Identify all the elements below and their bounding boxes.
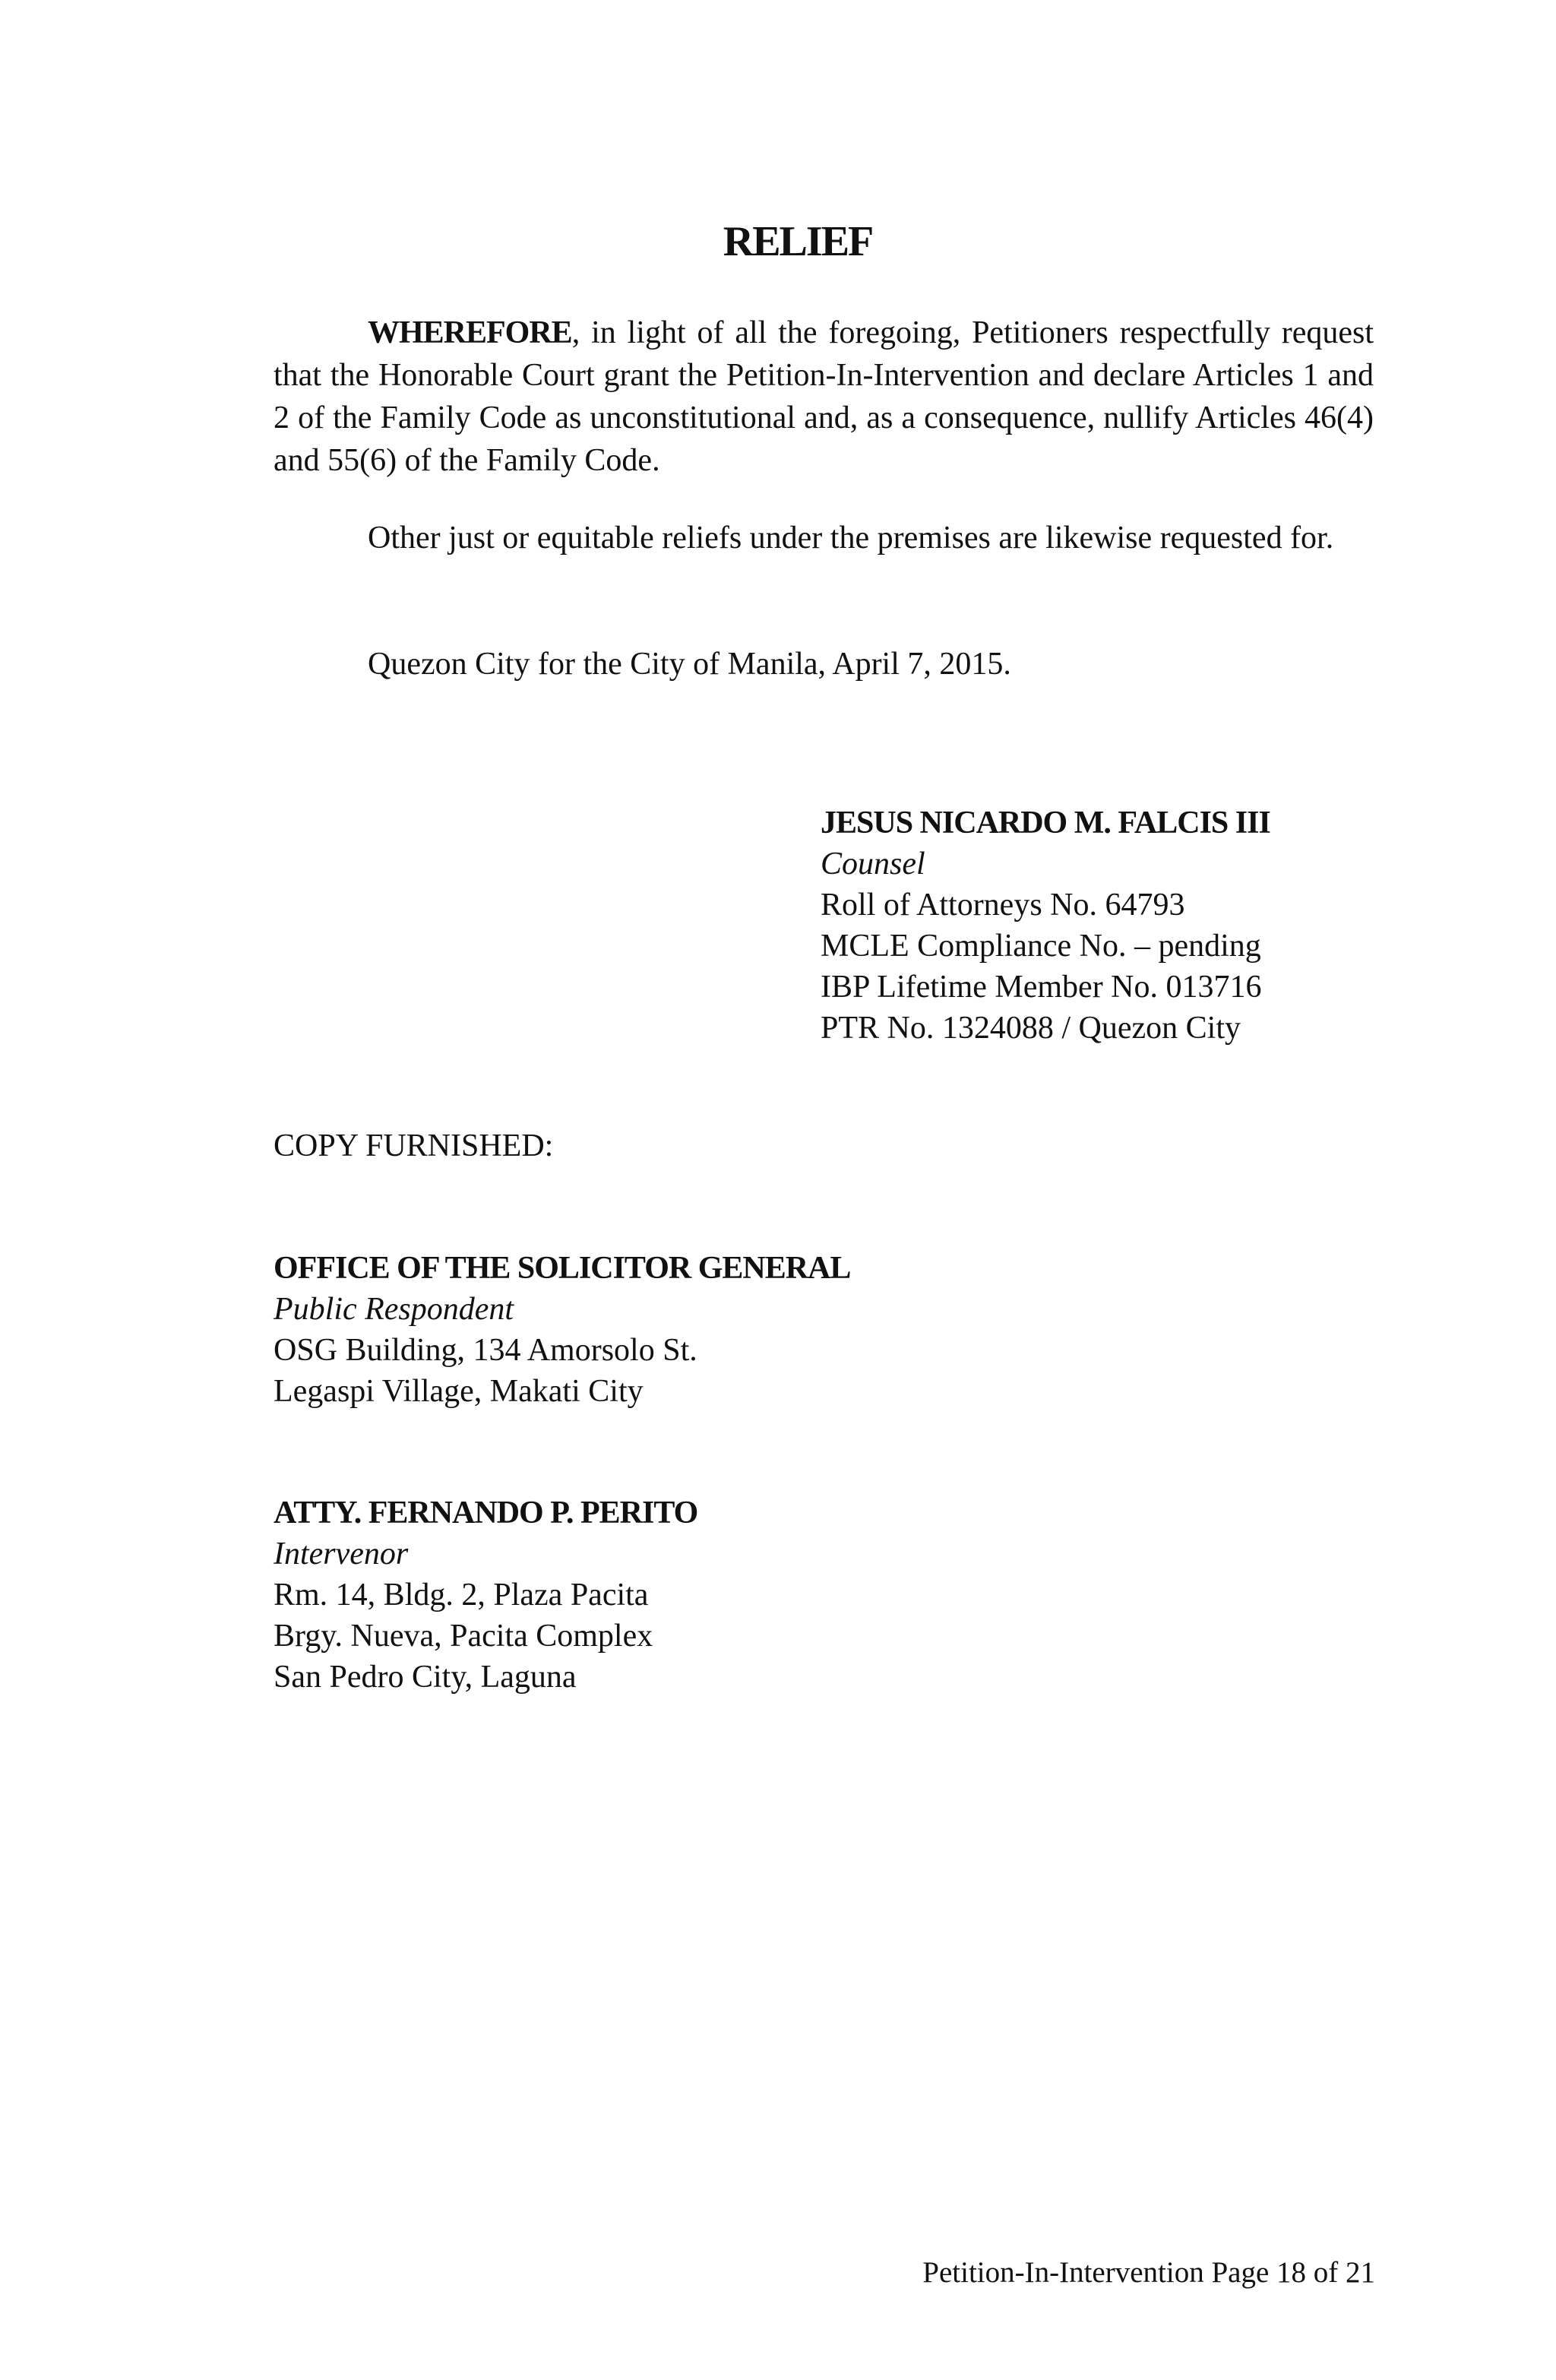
recipient-name: OFFICE OF THE SOLICITOR GENERAL xyxy=(274,1251,851,1286)
recipient-address-line: Rm. 14, Bldg. 2, Plaza Pacita xyxy=(274,1578,649,1613)
section-heading: RELIEF xyxy=(723,218,873,265)
recipient-osg xyxy=(274,1248,850,1412)
counsel-role: Counsel xyxy=(821,847,925,881)
counsel-signature-block xyxy=(821,802,1270,1049)
recipient-address-line: San Pedro City, Laguna xyxy=(274,1660,577,1695)
copy-furnished-label: COPY FURNISHED: xyxy=(274,1128,554,1163)
recipient-address-line: Legaspi Village, Makati City xyxy=(274,1374,644,1409)
recipient-intervenor xyxy=(274,1492,697,1698)
place-date-line: Quezon City for the City of Manila, April 7, 2015. xyxy=(368,647,1011,682)
counsel-mcle-number: MCLE Compliance No. – pending xyxy=(821,929,1261,964)
recipient-role: Public Respondent xyxy=(274,1292,514,1327)
wherefore-lead: WHEREFORE xyxy=(368,315,572,350)
wherefore-text: , in light of all the foregoing, Petitioners respectfully request that the Honorable Court grant the Petition-In-Intervention and declare Articles 1 and 2 of the Family Code as unconstitutional and, as a consequence, nullify Articles 46(4) and 55(6) of the Family Code. xyxy=(274,315,1374,478)
counsel-ptr-number: PTR No. 1324088 / Quezon City xyxy=(821,1011,1241,1046)
counsel-name: JESUS NICARDO M. FALCIS III xyxy=(821,805,1270,840)
page-footer: Petition-In-Intervention Page 18 of 21 xyxy=(922,2256,1375,2289)
recipient-name: ATTY. FERNANDO P. PERITO xyxy=(274,1495,698,1530)
recipient-role: Intervenor xyxy=(274,1537,409,1571)
counsel-ibp-number: IBP Lifetime Member No. 013716 xyxy=(821,970,1262,1005)
other-reliefs-paragraph: Other just or equitable reliefs under the premises are likewise requested for. xyxy=(368,521,1334,555)
recipient-address-line: OSG Building, 134 Amorsolo St. xyxy=(274,1333,697,1368)
wherefore-paragraph xyxy=(274,312,1374,482)
counsel-roll-number: Roll of Attorneys No. 64793 xyxy=(821,888,1185,923)
recipient-address-line: Brgy. Nueva, Pacita Complex xyxy=(274,1619,653,1654)
